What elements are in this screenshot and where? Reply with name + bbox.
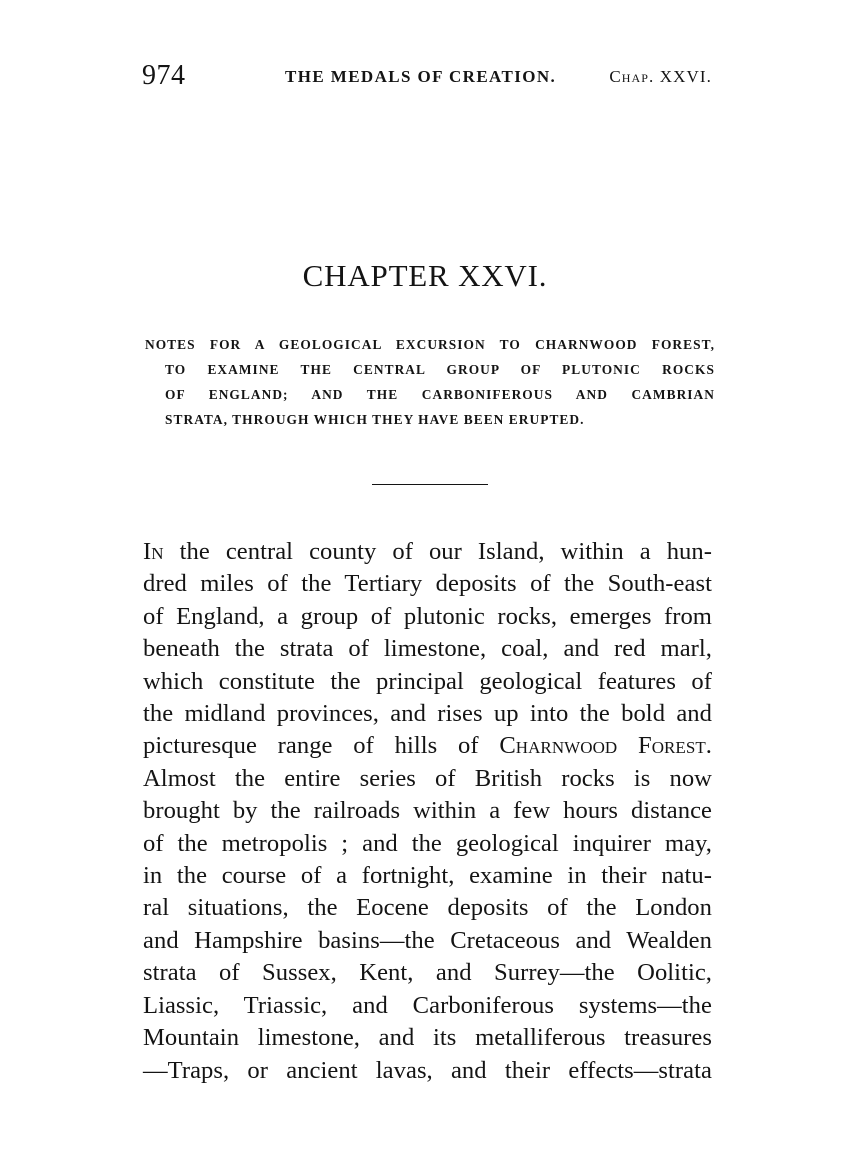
body-line-text: the central county of our Island, within a hun- [163, 538, 712, 565]
running-title: THE MEDALS OF CREATION. [285, 67, 557, 86]
body-line: and Hampshire basins—the Cretaceous and Wealden [143, 926, 712, 954]
body-line: Liassic, Triassic, and Carboniferous systems—the [143, 991, 712, 1019]
subtitle-line: NOTES FOR A GEOLOGICAL EXCURSION TO CHARNWOOD FOREST, [145, 337, 715, 352]
section-divider [372, 484, 488, 485]
body-line: —Traps, or ancient lavas, and their effects—strata [143, 1056, 712, 1084]
body-line [143, 536, 712, 568]
subtitle-line: STRATA, THROUGH WHICH THEY HAVE BEEN ERUPTED. [165, 412, 585, 427]
body-line: in the course of a fortnight, examine in their natu- [143, 862, 712, 890]
page-number: 974 [142, 60, 186, 91]
place-name: Charnwood Forest. [499, 732, 712, 760]
body-line: which constitute the principal geological features of [143, 667, 712, 695]
body-line: beneath the strata of limestone, coal, and red marl, [143, 635, 712, 663]
body-line: strata of Sussex, Kent, and Surrey—the Oolitic, [143, 959, 712, 987]
running-head [142, 60, 712, 96]
subtitle-line: TO EXAMINE THE CENTRAL GROUP OF PLUTONIC ROCKS [165, 362, 715, 377]
body-line: Mountain limestone, and its metalliferous treasures [143, 1024, 712, 1052]
body-line: of the metropolis ; and the geological inquirer may, [143, 829, 712, 857]
chapter-subtitle [145, 332, 715, 432]
lead-word: In [143, 538, 164, 565]
running-chapter: Chap. XXVI. [609, 67, 712, 86]
body-line: of England, a group of plutonic rocks, emerges from [143, 602, 712, 630]
body-line: the midland provinces, and rises up into the bold and [143, 700, 712, 728]
body-line-text: picturesque range of hills of [143, 732, 500, 760]
chapter-heading: CHAPTER XXVI. [302, 258, 548, 293]
body-line: ral situations, the Eocene deposits of the London [143, 894, 712, 922]
body-line [143, 730, 712, 762]
subtitle-line: OF ENGLAND; AND THE CARBONIFEROUS AND CAMBRIAN [165, 387, 715, 402]
body-line: Almost the entire series of British rocks is now [143, 764, 712, 792]
body-line: dred miles of the Tertiary deposits of the South-east [143, 570, 712, 598]
body-paragraph [143, 536, 712, 1087]
body-line: brought by the railroads within a few hours distance [143, 797, 712, 825]
